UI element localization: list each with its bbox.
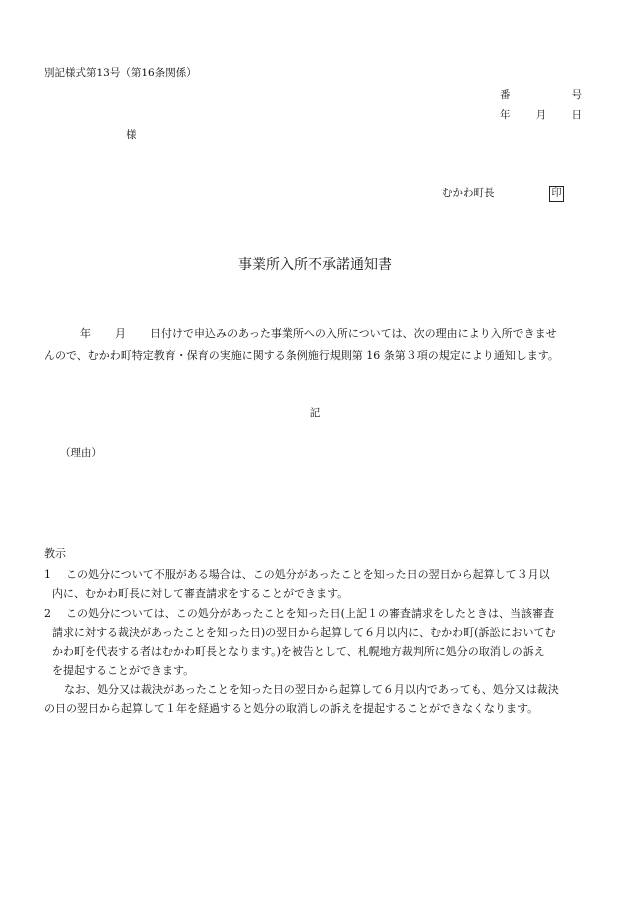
kyouji-item-text: この処分について不服がある場合は、この処分があったことを知った日の翌日から起算して３月以 bbox=[66, 568, 550, 581]
document-number-line bbox=[500, 88, 582, 102]
body-month-label: 月 bbox=[115, 327, 126, 340]
notice-body-line-1 bbox=[44, 323, 588, 345]
kyouji-item-line bbox=[44, 604, 604, 623]
ki-heading: 記 bbox=[309, 407, 321, 419]
date-year-label: 年 bbox=[500, 109, 511, 121]
kyouji-item-line: 内に、むかわ町長に対して審査請求をすることができます。 bbox=[52, 587, 349, 600]
seal-box: 印 bbox=[549, 186, 564, 202]
kyouji-note-line: の日の翌日から起算して１年を経過すると処分の取消しの訴えを提起することができなくなります。 bbox=[44, 702, 539, 715]
body-year-label: 年 bbox=[80, 327, 91, 340]
form-number: 別記様式第13号（第16条関係） bbox=[44, 67, 197, 79]
issue-date-line bbox=[500, 108, 582, 122]
date-day-label: 日 bbox=[571, 109, 582, 121]
kyouji-note-line: なお、処分又は裁決があったことを知った日の翌日から起算して６月以内であっても、処分又は裁決 bbox=[64, 683, 559, 696]
kyouji-item-2 bbox=[44, 604, 604, 680]
document-title: 事業所入所不承諾通知書 bbox=[238, 257, 392, 273]
kyouji-item-line: を提起することができます。 bbox=[52, 664, 195, 677]
date-month-label: 月 bbox=[535, 109, 547, 121]
body-line1-text: 日付けで申込みのあった事業所への入所については、次の理由により入所できませ bbox=[150, 327, 557, 340]
notice-body-line-2: んので、むかわ町特定教育・保育の実施に関する条例施行規則第 16 条第３項の規定により通知します。 bbox=[44, 349, 559, 362]
kyouji-item-line: かわ町を代表する者はむかわ町長となります。)を被告として、札幌地方裁判所に処分の取消しの訴え bbox=[52, 645, 545, 658]
kyouji-item-1 bbox=[44, 565, 604, 603]
reason-label: （理由） bbox=[60, 447, 102, 459]
kyouji-item-text: この処分については、この処分があったことを知った日(上記１の審査請求をしたときは、当該審査 bbox=[66, 607, 554, 620]
addressee-suffix: 様 bbox=[126, 129, 137, 141]
kyouji-item-number: 2 bbox=[44, 607, 51, 620]
kyouji-item-number: 1 bbox=[44, 568, 51, 581]
number-label-right: 号 bbox=[571, 89, 582, 101]
kyouji-heading: 教示 bbox=[44, 547, 66, 560]
kyouji-item-line bbox=[44, 565, 604, 584]
notice-body bbox=[44, 323, 588, 367]
number-label-left: 番 bbox=[500, 89, 511, 101]
kyouji-item-line: 請求に対する裁決があったことを知った日)の翌日から起算して６月以内に、むかわ町(訴訟においてむ bbox=[52, 626, 556, 639]
issuer-name: むかわ町長 bbox=[442, 187, 495, 199]
kyouji-note bbox=[44, 680, 604, 718]
